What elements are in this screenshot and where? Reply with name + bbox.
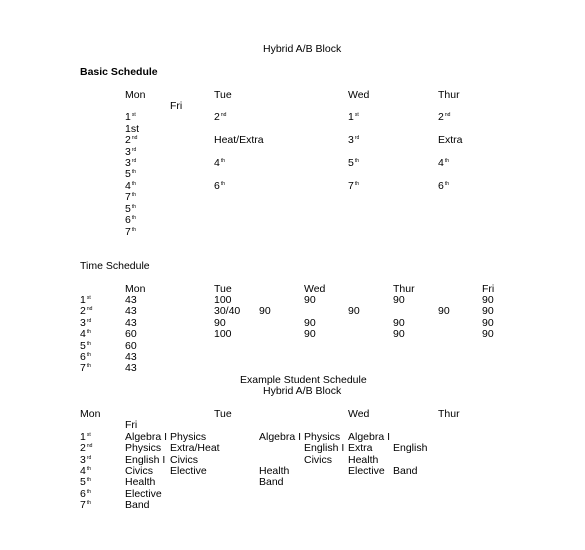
time-cell: 90 [482, 294, 494, 306]
example-day-header: Wed [348, 408, 370, 420]
example-class-cell: English I [304, 442, 345, 454]
example-class-cell: English [393, 442, 428, 454]
time-cell: 30/40 [214, 305, 241, 317]
basic-schedule-heading: Basic Schedule [80, 66, 158, 78]
example-schedule-heading: Example Student Schedule [240, 374, 367, 386]
basic-mon-period: 2nd [125, 134, 138, 146]
time-cell: 90 [482, 317, 494, 329]
basic-mon-period: 3rd [125, 157, 137, 169]
basic-tue-period: Heat/Extra [214, 134, 264, 146]
example-period-label: 4th [80, 465, 92, 477]
example-class-cell: Civics [170, 454, 198, 466]
example-class-cell: Physics [125, 442, 162, 454]
time-day-header: Thur [393, 283, 415, 295]
time-period-label: 6th [80, 351, 92, 363]
basic-tue-period: 2nd [214, 111, 227, 123]
time-cell: 90 [304, 328, 316, 340]
example-class-cell: Band [259, 476, 284, 488]
time-cell: 90 [304, 317, 316, 329]
time-period-label: 5th [80, 340, 92, 352]
basic-mon-period: 7th [125, 191, 137, 203]
basic-day-header: Fri [170, 100, 183, 112]
basic-mon-period: 5th [125, 168, 137, 180]
example-class-cell: Physics [304, 431, 341, 443]
example-class-cell: Physics [170, 431, 207, 443]
basic-thur-period: 4th [438, 157, 450, 169]
example-day-header: Fri [125, 419, 138, 431]
example-class-cell: Algebra I [348, 431, 391, 443]
basic-day-header: Wed [348, 89, 370, 101]
example-class-cell: Extra/Heat [170, 442, 220, 454]
example-class-cell: Algebra I [125, 431, 168, 443]
basic-thur-period: Extra [438, 134, 463, 146]
basic-wed-period: 1st [348, 111, 359, 123]
basic-mon-period: 1st [125, 111, 136, 123]
example-period-label: 3rd [80, 454, 92, 466]
time-cell: 100 [214, 328, 232, 340]
time-cell: 90 [393, 294, 405, 306]
time-cell: 90 [438, 305, 450, 317]
example-period-label: 5th [80, 476, 92, 488]
time-cell: 90 [393, 328, 405, 340]
time-cell: 60 [125, 328, 137, 340]
basic-wed-period: 5th [348, 157, 360, 169]
basic-tue-period: 4th [214, 157, 226, 169]
time-schedule-heading: Time Schedule [80, 260, 150, 272]
example-day-header: Thur [438, 408, 460, 420]
time-period-label: 2nd [80, 305, 93, 317]
time-cell: 90 [482, 328, 494, 340]
example-class-cell: Civics [125, 465, 153, 477]
basic-day-header: Thur [438, 89, 460, 101]
time-cell: 90 [214, 317, 226, 329]
time-cell: 90 [304, 294, 316, 306]
time-cell: 90 [348, 305, 360, 317]
time-day-header: Wed [304, 283, 326, 295]
time-cell: 90 [259, 305, 271, 317]
example-class-cell: Health [259, 465, 290, 477]
basic-mon-period: 7th [125, 226, 137, 238]
example-class-cell: Extra [348, 442, 373, 454]
time-day-header: Fri [482, 283, 495, 295]
basic-mon-period: 3rd [125, 146, 137, 158]
basic-thur-period: 2nd [438, 111, 451, 123]
basic-day-header: Mon [125, 89, 146, 101]
example-class-cell: Civics [304, 454, 332, 466]
time-day-header: Tue [214, 283, 232, 295]
time-cell: 90 [393, 317, 405, 329]
time-cell: 43 [125, 294, 137, 306]
basic-mon-period: 6th [125, 214, 137, 226]
time-cell: 90 [482, 305, 494, 317]
example-class-cell: English I [125, 454, 166, 466]
time-period-label: 3rd [80, 317, 92, 329]
example-class-cell: Elective [170, 465, 207, 477]
time-cell: 43 [125, 351, 137, 363]
example-class-cell: Elective [125, 488, 162, 500]
example-period-label: 2nd [80, 442, 93, 454]
time-period-label: 4th [80, 328, 92, 340]
example-period-label: 7th [80, 499, 92, 511]
example-class-cell: Band [393, 465, 418, 477]
time-period-label: 7th [80, 362, 92, 374]
time-day-header: Mon [125, 283, 146, 295]
example-day-header: Mon [80, 408, 101, 420]
time-cell: 43 [125, 305, 137, 317]
basic-thur-period: 6th [438, 180, 450, 192]
example-class-cell: Elective [348, 465, 385, 477]
basic-mon-period: 4th [125, 180, 137, 192]
example-period-label: 1st [80, 431, 91, 443]
basic-day-header: Tue [214, 89, 232, 101]
time-period-label: 1st [80, 294, 91, 306]
basic-wed-period: 7th [348, 180, 360, 192]
basic-mon-period: 1st [125, 123, 140, 135]
example-class-cell: Health [348, 454, 379, 466]
example-period-label: 6th [80, 488, 92, 500]
example-class-cell: Algebra I [259, 431, 302, 443]
example-day-header: Tue [214, 408, 232, 420]
time-cell: 43 [125, 362, 137, 374]
example-schedule-subheading: Hybrid A/B Block [263, 385, 342, 397]
basic-tue-period: 6th [214, 180, 226, 192]
time-cell: 100 [214, 294, 232, 306]
example-class-cell: Band [125, 499, 150, 511]
basic-mon-period: 5th [125, 203, 137, 215]
document-title: Hybrid A/B Block [263, 43, 342, 55]
time-cell: 43 [125, 317, 137, 329]
example-class-cell: Health [125, 476, 156, 488]
time-cell: 60 [125, 340, 137, 352]
basic-wed-period: 3rd [348, 134, 360, 146]
